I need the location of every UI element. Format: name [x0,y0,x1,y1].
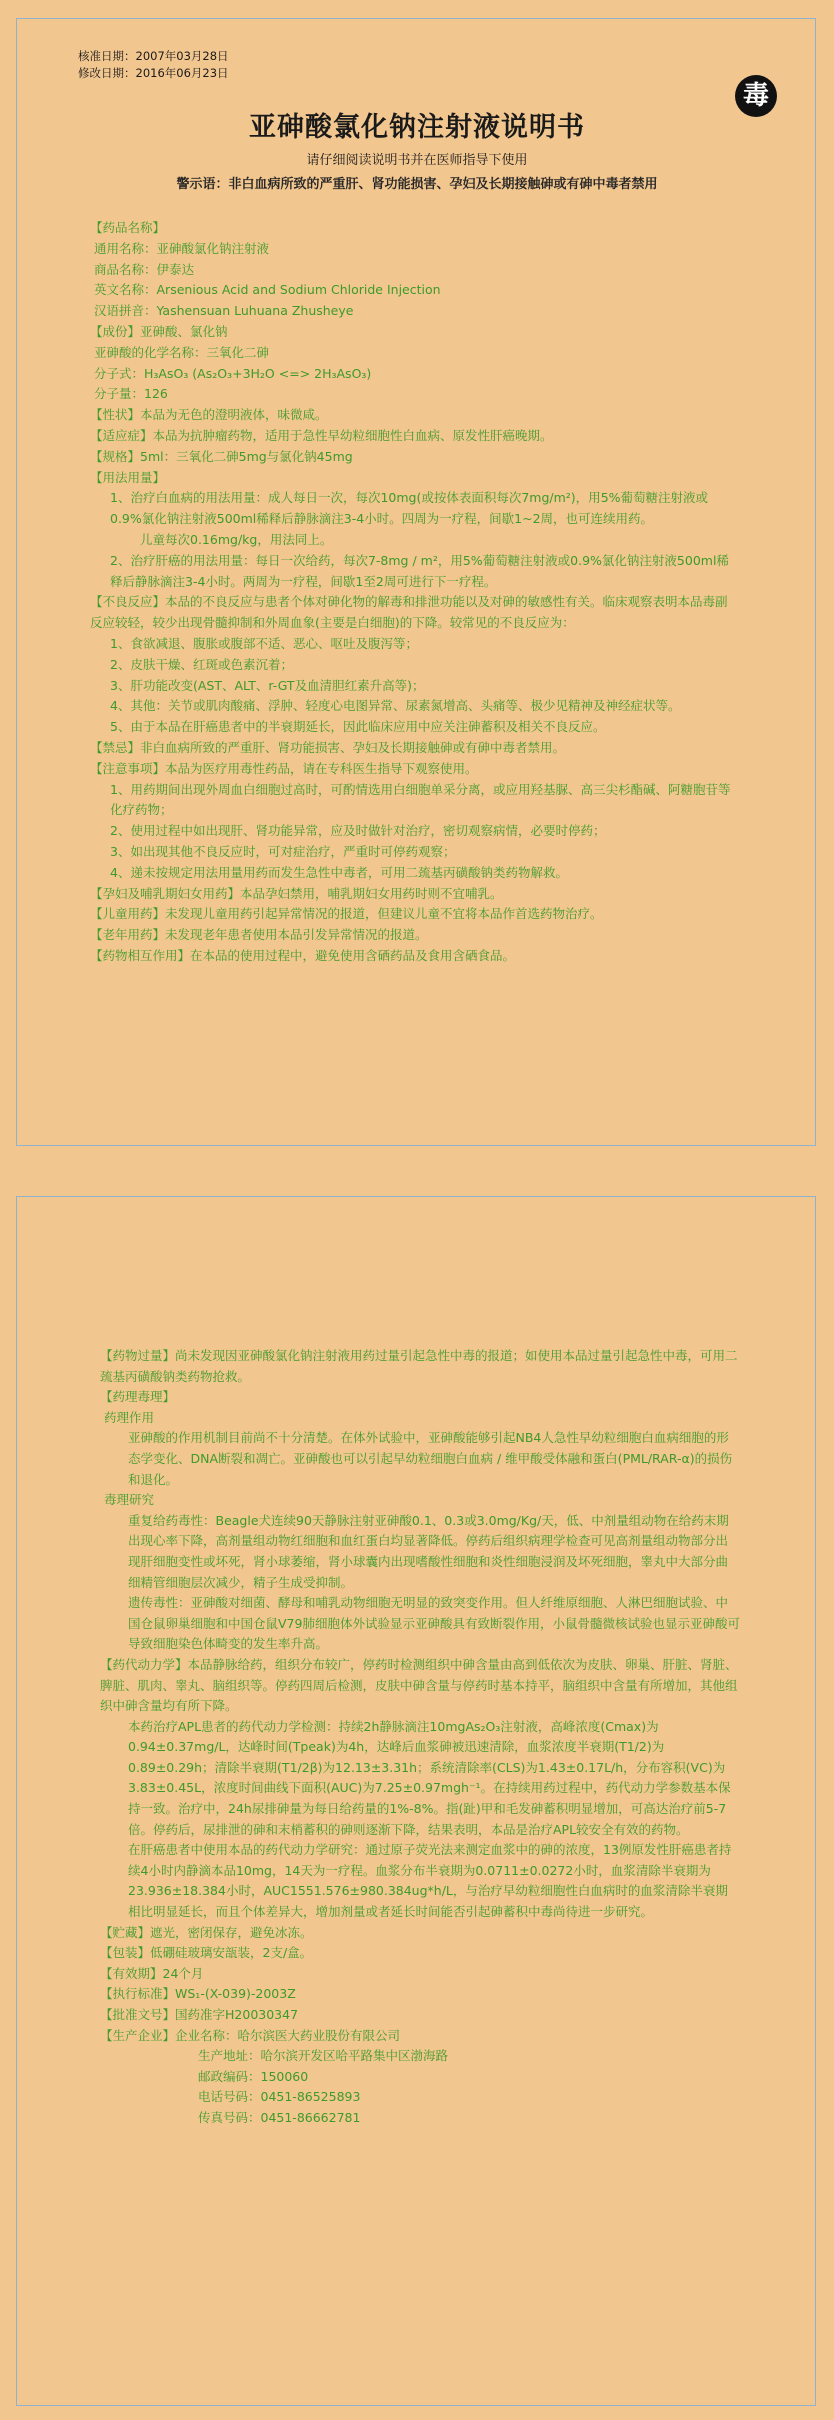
section-text: 本品静脉给药，组织分布较广，停药时检测组织中砷含量由高到低依次为皮肤、卵巢、肝脏、肾脏、脾脏、肌肉、睾丸、脑组织等。停药四周后检测，皮肤中砷含量与停药时基本持平，脑组织中含量有所增加，其他组织中砷含量均有所下降。 [100,1656,738,1714]
section-paragraph [100,1387,740,1408]
section-paragraph [100,1490,740,1511]
section-text: 未发现老年患者使用本品引发异常情况的报道。 [165,927,428,943]
section-text: 国药准字H20030347 [175,2007,299,2022]
section-paragraph [100,1717,740,1841]
section-paragraph [90,946,738,967]
section-heading: 【注意事项】 [90,760,166,776]
section-text: 3、肝功能改变(AST、ALT、r-GT及血清胆红素升高等)； [110,677,425,693]
section-paragraph [100,2067,740,2088]
section-paragraph [90,384,738,405]
section-text: 非白血病所致的严重肝、肾功能损害、孕妇及长期接触砷或有砷中毒者禁用。 [140,739,566,755]
section-paragraph [90,592,738,634]
section-paragraph [90,530,738,551]
section-text: 本品的不良反应与患者个体对砷化物的解毒和排泄功能以及对砷的敏感性有关。临床观察表明本品毒副反应较轻，较少出现骨髓抑制和外周血象(主要是白细胞)的下降。较常见的不良反应为： [90,594,728,631]
section-text: 企业名称：哈尔滨医大药业股份有限公司 [175,2027,401,2043]
section-heading: 【用法用量】 [90,469,166,485]
section-paragraph [90,488,738,530]
section-text: 24个月 [162,1965,204,1981]
section-text: 5、由于本品在肝癌患者中的半衰期延长，因此临床应用中应关注砷蓄积及相关不良反应。 [110,719,606,735]
approval-date: 核准日期：2007年03月28日 [78,49,229,63]
section-paragraph [90,696,738,717]
section-text: 电话号码：0451-86525893 [198,2089,361,2105]
section-text: 分子量：126 [94,386,168,402]
section-text: 儿童每次0.16mg/kg，用法同上。 [140,531,333,547]
section-text: 低硼硅玻璃安瓿装，2支/盒。 [150,1945,313,1961]
section-heading: 【儿童用药】 [90,906,166,922]
section-text: 英文名称：Arsenious Acid and Sodium Chloride Injection [94,282,441,298]
section-text: 通用名称：亚砷酸氯化钠注射液 [94,240,270,256]
revision-date: 修改日期：2016年06月23日 [78,66,229,80]
section-paragraph [90,364,738,385]
section-text: WS₁-(X-039)-2003Z [175,1986,296,2002]
section-paragraph [90,780,738,822]
section-paragraph [90,280,738,301]
section-paragraph [90,884,738,905]
section-paragraph [90,925,738,946]
document-subtitle: 请仔细阅读说明书并在医师指导下使用 [306,153,528,168]
section-heading: 【批准文号】 [100,2007,176,2022]
section-heading: 【规格】 [90,448,141,464]
section-text: 药理作用 [104,1409,155,1425]
section-paragraph [90,426,738,447]
section-paragraph [90,468,738,489]
section-paragraph [100,2005,740,2026]
section-text: 遮光，密闭保存，避免冰冻。 [150,1924,313,1940]
section-paragraph [100,1511,740,1593]
section-text: 本品孕妇禁用，哺乳期妇女用药时则不宜哺乳。 [240,885,503,901]
section-text: 本药治疗APL患者的药代动力学检测：持续2h静脉滴注10mgAs₂O₃注射液，高峰浓度(Cmax)为0.94±0.37mg/L，达峰时间(Tpeak)为4h，达峰后血浆砷被迅速清除，血浆浓度半衰期(T1/2)为0.89±0.29h；清除半衰期(T1/2β)为12.13±3.31h；系统清除率(CLS)为1.43±0.17L/h，分布容积(VC)为3.83±0.45L，浓度时间曲线下面积(AUC)为7.25±0.97mgh⁻¹。在持续用药过程中，药代动力学参数基本保持一致。治疗中，24h尿排砷量为每日给药量的1%-8%。指(趾)甲和毛发砷蓄积明显增加，可高达治疗前5-7倍。停药后，尿排泄的砷和末梢蓄积的砷则逐渐下降，结果表明，本品是治疗APL较安全有效的药物。 [128,1718,731,1837]
section-heading: 【执行标准】 [100,1986,176,2002]
document-title: 亚砷酸氯化钠注射液说明书 [249,112,585,143]
section-heading: 【生产企业】 [100,2027,176,2043]
section-text: 3、如出现其他不良反应时，可对症治疗，严重时可停药观察； [110,843,456,859]
section-heading: 【性状】 [90,407,141,423]
section-heading: 【药物过量】 [100,1348,176,1363]
section-paragraph [90,343,738,364]
section-text: 生产地址：哈尔滨开发区哈平路集中区渤海路 [198,2048,449,2064]
section-paragraph [90,676,738,697]
poison-seal-icon: 毒 [735,75,777,117]
section-paragraph [90,738,738,759]
section-text: 1、治疗白血病的用法用量：成人每日一次，每次10mg(或按体表面积每次7mg/m²)，用5%葡萄糖注射液或0.9%氯化钠注射液500ml稀释后静脉滴注3-4小时。四周为一疗程，间歇1~2周，也可连续用药。 [110,490,709,527]
date-block [78,48,229,82]
section-text: 2、使用过程中如出现肝、肾功能异常，应及时做针对治疗，密切观察病情，必要时停药； [110,823,606,839]
section-text: 2、治疗肝癌的用法用量：每日一次给药，每次7-8mg / m²，用5%葡萄糖注射液或0.9%氯化钠注射液500ml稀释后静脉滴注3-4小时。两周为一疗程，间歇1至2周可进行下一疗程。 [110,552,729,589]
section-paragraph [90,218,738,239]
section-text: 在肝癌患者中使用本品的药代动力学研究：通过原子荧光法来测定血浆中的砷的浓度，13例原发性肝癌患者持续4小时内静滴本品10mg，14天为一疗程。血浆分布半衰期为0.0711±0.0272小时，血浆清除半衰期为23.936±18.384小时，AUC1551.576±980.384ug*h/L，与治疗早幼粒细胞性白血病时的血浆清除半衰期相比明显延长，而且个体差异大，增加剂量或者延长时间能否引起砷蓄积中毒尚待进一步研究。 [128,1842,732,1920]
section-text: 亚砷酸、氯化钠 [140,323,228,339]
section-paragraph [100,2108,740,2129]
section-paragraph [100,2026,740,2047]
section-heading: 【禁忌】 [90,739,141,755]
section-paragraph [100,2046,740,2067]
section-text: 4、其他：关节或肌肉酸痛、浮肿、轻度心电图异常、尿素氮增高、头痛等、极少见精神及神经症状等。 [110,698,681,714]
section-heading: 【适应症】 [90,427,153,443]
section-paragraph [100,1428,740,1490]
section-text: 本品为抗肿瘤药物，适用于急性早幼粒细胞性白血病、原发性肝癌晚期。 [152,427,553,443]
section-paragraph [100,1964,740,1985]
section-text: 1、用药期间出现外周血白细胞过高时，可酌情选用白细胞单采分离，或应用羟基脲、高三尖杉酯碱、阿糖胞苷等化疗药物； [110,781,731,818]
section-paragraph [90,759,738,780]
section-heading: 【药理毒理】 [100,1389,176,1405]
section-paragraph [100,1923,740,1944]
section-text: 亚砷酸的化学名称：三氧化二砷 [94,344,270,360]
section-text: 重复给药毒性：Beagle犬连续90天静脉注射亚砷酸0.1、0.3或3.0mg/Kg/天，低、中剂量组动物在给药末期出现心率下降，高剂量组动物红细胞和血红蛋白均显著降低。停药后组织病理学检查可见高剂量组动物部分出现肝细胞变性或坏死，肾小球萎缩，肾小球囊内出现嗜酸性细胞和炎性细胞浸润及坏死细胞，睾丸中大部分曲细精管细胞层次减少，精子生成受抑制。 [128,1512,729,1590]
section-text: 商品名称：伊泰达 [94,261,195,277]
section-text: 邮政编码：150060 [198,2068,309,2084]
section-text: 毒理研究 [104,1492,155,1508]
section-heading: 【有效期】 [100,1965,163,1981]
section-paragraph [90,301,738,322]
section-paragraph [90,260,738,281]
section-paragraph [90,405,738,426]
section-paragraph [90,863,738,884]
section-text: 本品为医疗用毒性药品，请在专科医生指导下观察使用。 [165,760,478,776]
section-text: 分子式：H₃AsO₃ (As₂O₃+3H₂O <=> 2H₃AsO₃) [94,365,372,381]
section-paragraph [100,1943,740,1964]
section-paragraph [100,1408,740,1429]
section-heading: 【不良反应】 [90,594,166,610]
section-heading: 【药物相互作用】 [90,947,191,963]
section-heading: 【孕妇及哺乳期妇女用药】 [90,885,241,901]
section-paragraph [90,551,738,593]
section-text: 本品为无色的澄明液体，味微咸。 [140,407,328,423]
leaflet-content-page1 [90,218,738,967]
section-text: 尚未发现因亚砷酸氯化钠注射液用药过量引起急性中毒的报道；如使用本品过量引起急性中毒，可用二巯基丙磺酸钠类药物抢救。 [100,1348,738,1384]
section-paragraph [100,2087,740,2108]
section-paragraph [90,717,738,738]
section-heading: 【药代动力学】 [100,1656,188,1672]
warning-text: 警示语：非白血病所致的严重肝、肾功能损害、孕妇及长期接触砷或有砷中毒者禁用 [176,177,658,192]
section-text: 5ml：三氧化二砷5mg与氯化钠45mg [140,448,353,464]
section-text: 4、递未按规定用法用量用药而发生急性中毒者，可用二巯基丙磺酸钠类药物解救。 [110,864,568,880]
section-paragraph [90,239,738,260]
section-paragraph [90,842,738,863]
leaflet-content-page2 [100,1346,740,2129]
section-text: 传真号码：0451-86662781 [198,2109,361,2125]
section-heading: 【贮藏】 [100,1924,151,1940]
section-text: 亚砷酸的作用机制目前尚不十分清楚。在体外试验中，亚砷酸能够引起NB4人急性早幼粒细胞白血病细胞的形态学变化、DNA断裂和凋亡。亚砷酸也可以引起早幼粒细胞白血病 / 维甲酸受体融和蛋白(PML/RAR-α)的损伤和退化。 [128,1430,733,1487]
section-heading: 【成份】 [90,323,141,339]
section-text: 未发现儿童用药引起异常情况的报道，但建议儿童不宜将本品作首选药物治疗。 [165,906,603,922]
section-paragraph [100,1346,740,1387]
section-paragraph [100,1655,740,1717]
section-text: 汉语拼音：Yashensuan Luhuana Zhusheye [94,303,354,319]
section-heading: 【包装】 [100,1945,151,1961]
section-paragraph [100,1840,740,1922]
section-paragraph [90,322,738,343]
section-paragraph [90,821,738,842]
section-text: 1、食欲减退、腹胀或腹部不适、恶心、呕吐及腹泻等； [110,635,418,651]
section-heading: 【药品名称】 [90,220,166,235]
section-paragraph [90,634,738,655]
section-text: 在本品的使用过程中，避免使用含硒药品及食用含硒食品。 [190,947,516,963]
section-text: 遗传毒性：亚砷酸对细菌、酵母和哺乳动物细胞无明显的致突变作用。但人纤维原细胞、人淋巴细胞试验、中国仓鼠卵巢细胞和中国仓鼠V79肺细胞体外试验显示亚砷酸具有致断裂作用，小鼠骨髓微核试验也显示亚砷酸可导致细胞染色体畸变的发生率升高。 [128,1595,740,1652]
section-heading: 【老年用药】 [90,927,166,943]
section-paragraph [100,1984,740,2005]
section-paragraph [90,904,738,925]
section-paragraph [90,447,738,468]
section-paragraph [90,655,738,676]
section-paragraph [100,1593,740,1655]
section-text: 2、皮肤干燥、红斑或色素沉着； [110,656,293,672]
